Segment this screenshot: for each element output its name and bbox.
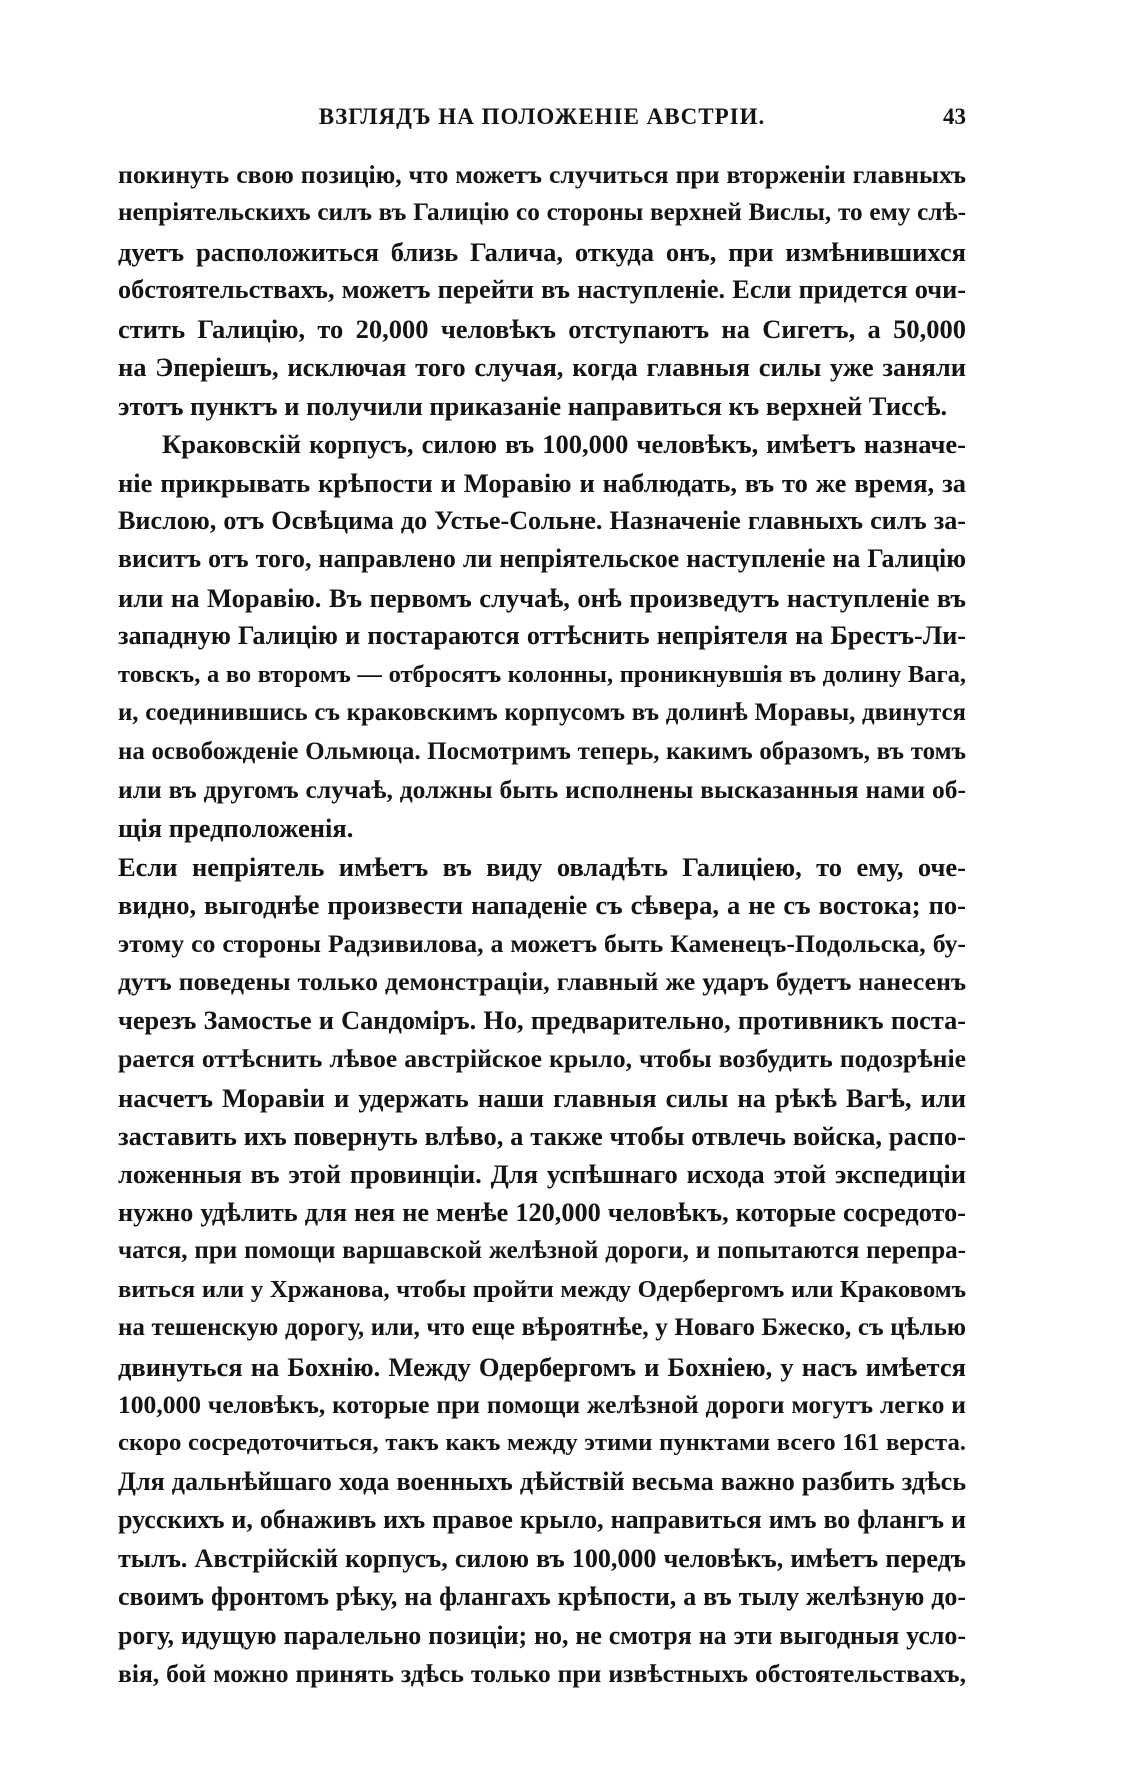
running-title: ВЗГЛЯДЪ НА ПОЛОЖЕНІЕ АВСТРІИ. <box>318 104 766 129</box>
text-line: двинуться на Бохнію. Между Одербергомъ и Бохніею, у насъ имѣется <box>118 1351 966 1382</box>
text-line: рается оттѣснить лѣвое австрійское крыло, чтобы возбудить подозрѣніе <box>118 1044 966 1074</box>
text-line: непріятельскихъ силъ въ Галицію со стороны верхней Вислы, то ему слѣ- <box>118 199 966 227</box>
text-line: Для дальнѣйшаго хода военныхъ дѣйствій весьма важно разбить здѣсь <box>118 1466 966 1496</box>
text-line: Если непріятель имѣетъ въ виду овладѣть Галиціею, то ему, оче- <box>118 851 966 882</box>
text-line: щія предположенія. <box>118 813 354 844</box>
text-line: тылъ. Австрійскій корпусъ, силою въ 100,000 человѣкъ, имѣетъ передъ <box>118 1543 966 1573</box>
text-line: западную Галицію и постараются оттѣснить непріятеля на Брестъ-Ли- <box>118 621 966 651</box>
page-header <box>118 100 966 136</box>
text-line: и, соединившись съ краковскимъ корпусомъ въ долинѣ Моравы, двинутся <box>118 699 966 727</box>
text-line: стить Галицію, то 20,000 человѣкъ отступаютъ на Сигетъ, а 50,000 <box>118 313 966 344</box>
text-line: насчетъ Моравіи и удержать наши главныя силы на рѣкѣ Вагѣ, или <box>118 1082 966 1113</box>
text-line: обстоятельствахъ, можетъ перейти въ наступленіе. Если придется очи- <box>118 275 966 305</box>
text-line: рогу, идущую паралельно позиціи; но, не смотря на эти выгодныя усло- <box>118 1620 966 1650</box>
page-number: 43 <box>943 104 966 129</box>
text-line: заставить ихъ повернуть влѣво, а также чтобы отвлечь войска, распо- <box>118 1120 966 1151</box>
text-line: своимъ фронтомъ рѣку, на флангахъ крѣпости, а въ тылу желѣзную до- <box>118 1582 966 1612</box>
text-line: покинуть свою позицію, что можетъ случиться при вторженіи главныхъ <box>118 160 966 189</box>
text-line: на Эперіешъ, исключая того случая, когда главныя силы уже заняли <box>118 352 966 383</box>
text-line: на тешенскую дорогу, или, что еще вѣроятнѣе, у Новаго Бжеско, съ цѣлью <box>118 1314 966 1342</box>
text-line: Краковскій корпусъ, силою въ 100,000 человѣкъ, имѣетъ назначе- <box>162 429 966 460</box>
text-line: нужно удѣлить для нея не менѣе 120,000 человѣкъ, которые сосредото- <box>118 1197 966 1227</box>
text-line: видно, выгоднѣе произвести нападеніе съ сѣвера, а не съ востока; по- <box>118 890 966 921</box>
text-line: ложенныя въ этой провинціи. Для успѣшнаго исхода этой экспедиціи <box>118 1159 966 1190</box>
text-line: чатся, при помощи варшавской желѣзной дороги, и попытаются перепра- <box>118 1237 966 1265</box>
text-line: Вислою, отъ Освѣцима до Устье-Сольне. Назначеніе главныхъ силъ за- <box>118 505 966 535</box>
text-line: на освобожденіе Ольмюца. Посмотримъ теперь, какимъ образомъ, въ томъ <box>118 737 966 765</box>
text-line: скоро сосредоточиться, такъ какъ между этими пунктами всего 161 верста. <box>118 1429 966 1457</box>
body-text <box>118 156 966 1694</box>
text-line: товскъ, а во второмъ — отбросятъ колонны, проникнувшія въ долину Вага, <box>118 660 966 688</box>
text-line: или въ другомъ случаѣ, должны быть исполнены высказанныя нами об- <box>118 775 966 804</box>
text-line: дутъ поведены только демонстраціи, главный же ударъ будетъ нанесенъ <box>118 967 966 997</box>
text-line: виться или у Хржанова, чтобы пройти между Одербергомъ или Краковомъ <box>118 1275 966 1303</box>
text-line: ніе прикрывать крѣпости и Моравію и наблюдать, въ то же время, за <box>118 467 966 498</box>
text-line: или на Моравію. Въ первомъ случаѣ, онѣ произведутъ наступленіе въ <box>118 582 966 613</box>
text-line: вія, бой можно принять здѣсь только при извѣстныхъ обстоятельствахъ, <box>118 1659 966 1689</box>
text-line: этотъ пунктъ и получили приказаніе направиться къ верхней Тиссѣ. <box>118 390 948 421</box>
text-line: дуетъ расположиться близь Галича, откуда онъ, при измѣнившихся <box>118 236 966 267</box>
text-line: черезъ Замостье и Сандоміръ. Но, предварительно, противникъ поста- <box>118 1005 966 1035</box>
text-line: этому со стороны Радзивилова, а можетъ быть Каменецъ-Подольска, бу- <box>118 928 966 958</box>
text-line: 100,000 человѣкъ, которые при помощи желѣзной дороги могутъ легко и <box>118 1390 966 1419</box>
text-line: русскихъ и, обнаживъ ихъ правое крыло, направиться имъ во флангъ и <box>118 1505 966 1535</box>
text-line: виситъ отъ того, направлено ли непріятельское наступленіе на Галицію <box>118 544 966 574</box>
